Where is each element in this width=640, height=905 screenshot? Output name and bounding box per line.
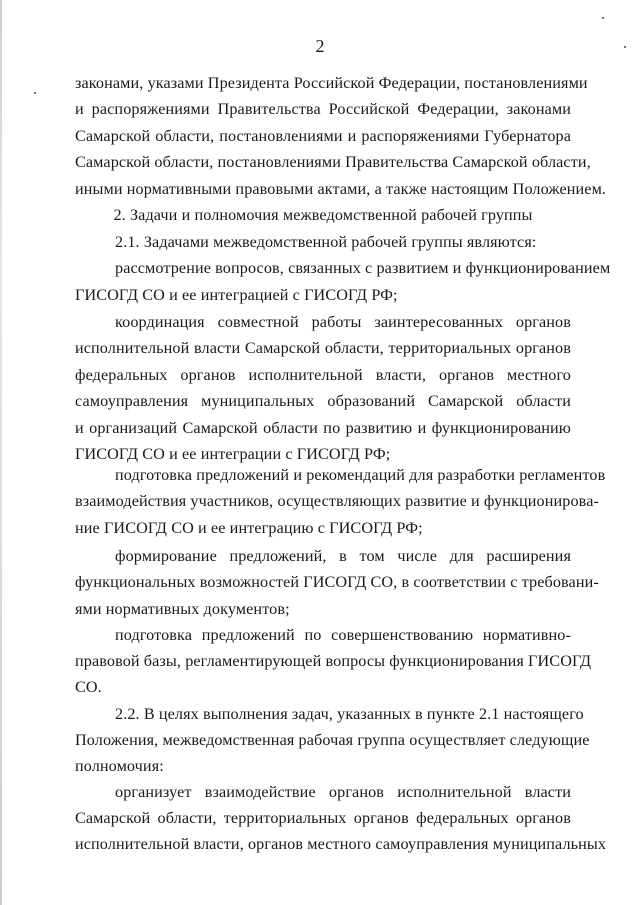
text-line: законами, указами Президента Российской Федерации, постановлениями — [75, 74, 588, 92]
text-line: исполнительной власти Самарской области, территориальных органов — [75, 339, 571, 357]
text-line: Самарской области, постановлениями Правительства Самарской области, — [75, 153, 591, 171]
text-line: СО. — [75, 678, 102, 696]
scan-edge — [0, 0, 2, 905]
text-line: самоуправления муниципальных образований Самарской области — [75, 392, 571, 410]
scan-speck — [602, 17, 604, 19]
text-line: 2.2. В целях выполнения задач, указанных в пункте 2.1 настоящего — [115, 705, 584, 723]
text-line: организует взаимодействие органов исполнительной власти — [115, 783, 571, 801]
text-line: Самарской области, территориальных органов федеральных органов — [75, 809, 571, 827]
text-line: Положения, межведомственная рабочая группа осуществляет следующие — [75, 731, 590, 749]
text-line: иными нормативными правовыми актами, а также настоящим Положением. — [75, 180, 607, 198]
text-line: федеральных органов исполнительной власти, органов местного — [75, 366, 571, 384]
text-line: координация совместной работы заинтересованных органов — [115, 313, 571, 331]
text-line: взаимодействия участников, осуществляющих развитие и функционирова- — [75, 492, 599, 510]
text-line: ние ГИСОГД СО и ее интеграцию с ГИСОГД РФ; — [75, 519, 423, 537]
text-line: 2.1. Задачами межведомственной рабочей группы являются: — [115, 233, 537, 251]
text-line: исполнительной власти, органов местного самоуправления муниципальных — [75, 835, 607, 853]
text-line: полномочия: — [75, 757, 164, 775]
text-line: функциональных возможностей ГИСОГД СО, в соответствии с требовани- — [75, 573, 599, 591]
text-line: подготовка предложений и рекомендаций для разработки регламентов — [115, 466, 606, 484]
text-line: ями нормативных документов; — [75, 600, 290, 618]
text-line: ГИСОГД СО и ее интеграцией с ГИСОГД РФ; — [75, 286, 398, 304]
text-line: Самарской области, постановлениями и распоряжениями Губернатора — [75, 127, 571, 145]
text-line: рассмотрение вопросов, связанных с развитием и функционированием — [115, 259, 611, 277]
text-line: формирование предложений, в том числе для расширения — [115, 547, 571, 565]
scan-speck — [34, 92, 36, 94]
text-line: и организаций Самарской области по развитию и функционированию — [75, 419, 571, 437]
text-line: ГИСОГД СО и ее интеграции с ГИСОГД РФ; — [75, 445, 391, 463]
text-line: и распоряжениями Правительства Российской Федерации, законами — [75, 100, 571, 118]
section-heading: 2. Задачи и полномочия межведомственной рабочей группы — [113, 206, 533, 224]
page-number: 2 — [315, 36, 325, 56]
text-line: правовой базы, регламентирующей вопросы функционирования ГИСОГД — [75, 652, 592, 670]
text-line: подготовка предложений по совершенствованию нормативно- — [115, 626, 571, 644]
